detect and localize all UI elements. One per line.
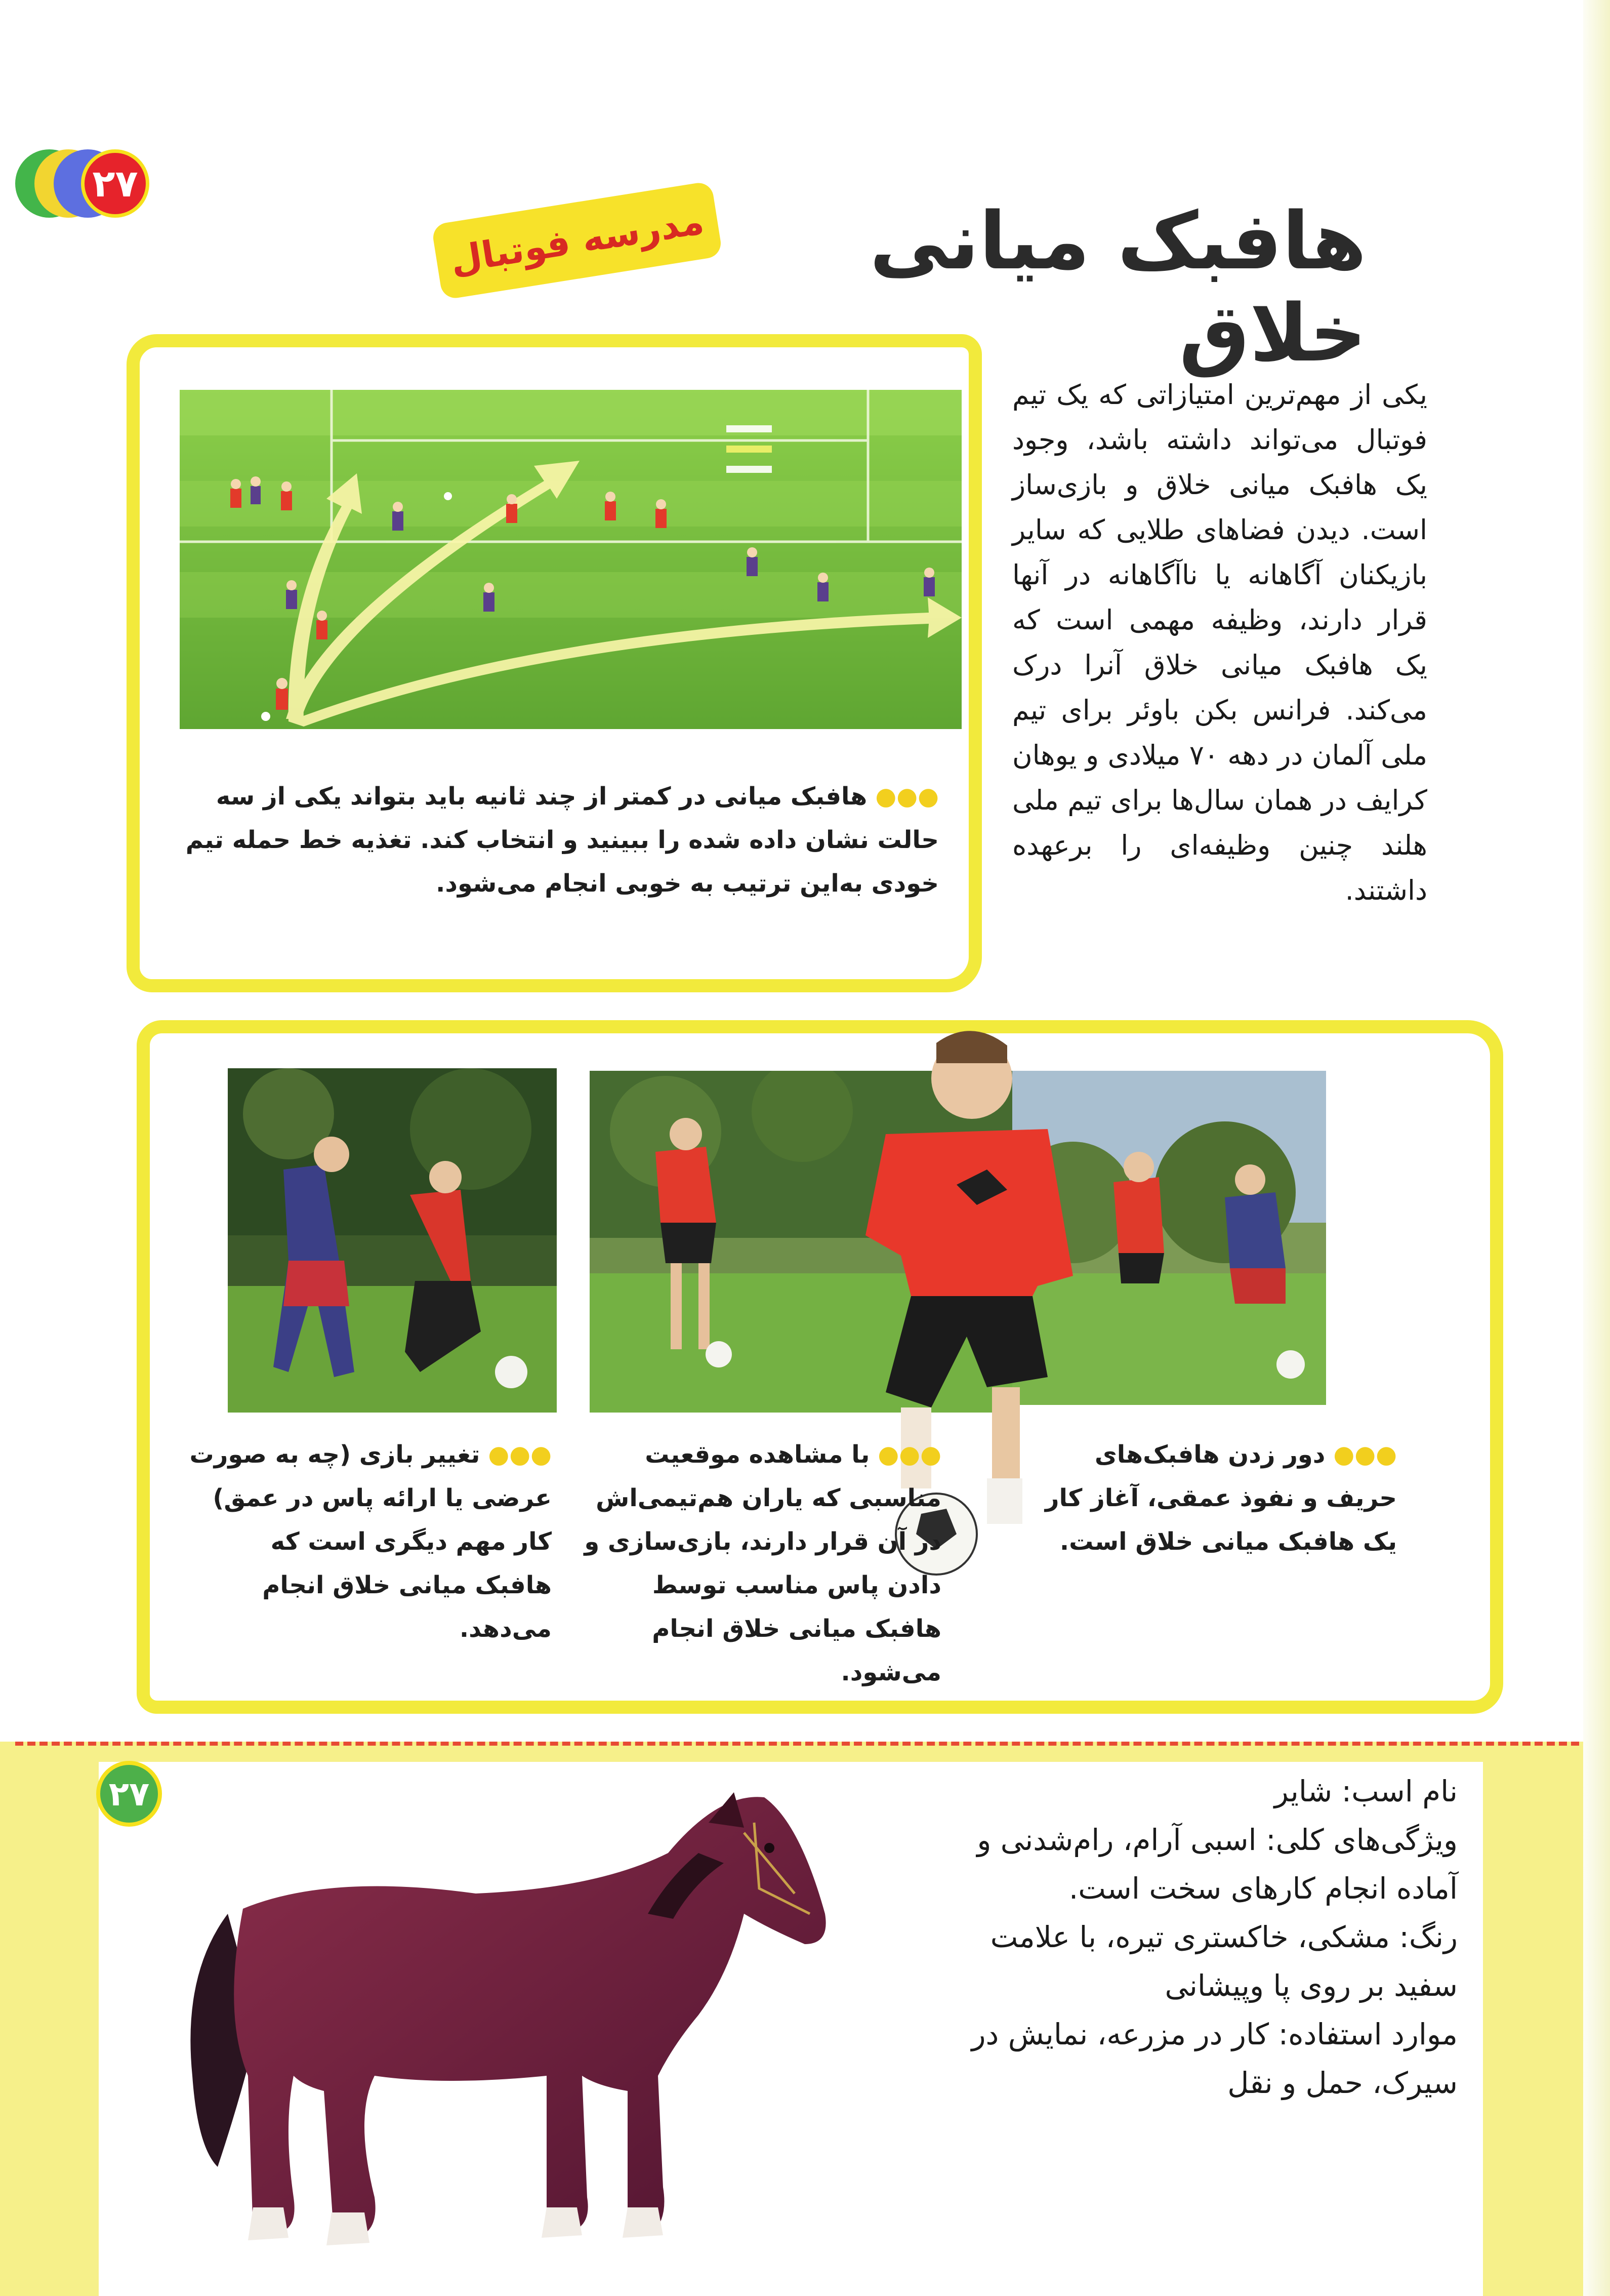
horse-info-color: رنگ: مشکی، خاکستری تیره، با علامت سفید بر روی پا وپیشانی — [990, 1920, 1458, 2003]
photo-caption-change-play — [187, 1433, 552, 1650]
photo-caption-playmaking — [577, 1433, 941, 1694]
photo-caption-dribbling — [1033, 1433, 1397, 1563]
article-body: یکی از مهم‌ترین امتیازاتی که یک تیم فوتبال می‌تواند داشته باشد، وجود یک هافبک میانی خلاق و بازی‌ساز است. دیدن فضاهای طلایی که سایر بازیکنان آگاهانه یا ناآگاهانه در آنها قرار دارند، وظیفه مهمی است که یک هافبک میانی خلاق آنرا درک می‌کند. فرانس بکن باوئر برای تیم ملی آلمان در دهه ۷۰ میلادی و یوهان کرایف در همان سال‌ها برای تیم ملی هلند چنین وظیفه‌ای را برعهده داشتند. — [1012, 379, 1428, 906]
bullet-dots-icon: ●●● — [878, 1440, 941, 1469]
bullet-dots-icon: ●●● — [488, 1440, 552, 1469]
shire-horse-image — [162, 1762, 860, 2283]
tactics-diagram — [180, 390, 962, 729]
page-number: ۲۷ — [92, 162, 138, 206]
page-number-badge — [15, 149, 152, 220]
horse-info-traits: ویژگی‌های کلی: اسبی آرام، رام‌شدنی و آماده انجام کارهای سخت است. — [977, 1823, 1458, 1906]
diagram-caption-text: هافبک میانی در کمتر از چند ثانیه باید بتواند یکی از سه حالت نشان داده شده را ببینید و انتخاب کند. تغذیه خط حمله تیم خودی به‌این ترتیب به خوبی انجام می‌شود. — [185, 782, 939, 898]
horse-info-name: نام اسب: شایر — [1274, 1774, 1458, 1808]
section-tag: مدرسه فوتبال — [431, 181, 723, 300]
page-binding-edge — [1583, 0, 1610, 2296]
photo-caption-change-play-text: تغییر بازی (چه به صورت عرضی یا ارائه پاس در عمق) کار مهم دیگری است که هافبک میانی خلاق انجام می‌دهد. — [189, 1440, 552, 1643]
article-title: هافبک میانی خلاق — [870, 195, 1367, 379]
pitch-illustration — [180, 390, 962, 729]
horse-card-number-badge — [96, 1761, 162, 1827]
horse-illustration — [162, 1762, 860, 2283]
page-number-circle — [81, 149, 149, 218]
horse-info — [931, 1767, 1458, 2107]
photo-change-play-image — [228, 1068, 557, 1413]
horse-info-uses: موارد استفاده: کار در مزرعه، نمایش در سیرک، حمل و نقل — [971, 2017, 1458, 2100]
bullet-dots-icon: ●●● — [875, 782, 939, 811]
diagram-caption — [180, 775, 939, 905]
bullet-dots-icon: ●●● — [1333, 1440, 1397, 1469]
photo-change-play — [228, 1068, 557, 1413]
photo-caption-playmaking-text: با مشاهده موقعیت مناسبی که یاران هم‌تیمی‌اش در آن قرار دارند، بازی‌سازی و دادن پاس مناسب توسط هافبک میانی خلاق انجام می‌شود. — [584, 1440, 941, 1686]
dashed-cut-line — [15, 1742, 1579, 1746]
horse-card-number: ۲۷ — [108, 1774, 150, 1814]
photo-caption-dribbling-text: دور زدن هافبک‌های حریف و نفوذ عمقی، آغاز کار یک هافبک میانی خلاق است. — [1045, 1440, 1397, 1556]
